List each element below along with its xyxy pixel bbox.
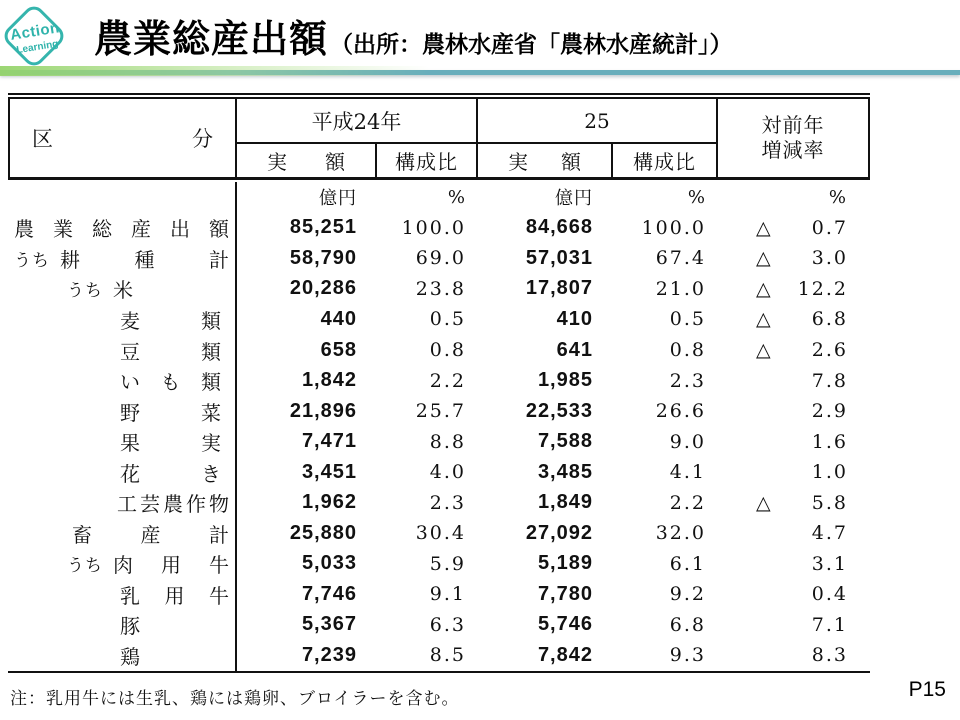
change-rate	[718, 426, 870, 457]
table-row	[8, 518, 870, 549]
row-label-text: 工 芸 農 作 物	[117, 492, 229, 517]
change-value: 2.9	[811, 400, 848, 423]
triangle-decrease-icon: △	[756, 277, 771, 300]
change-rate	[718, 274, 870, 305]
header-amount-h24: 実 額	[237, 144, 377, 177]
ratio-h24: 30.4	[415, 522, 466, 545]
amount-h24: 1,842	[301, 369, 357, 392]
amount-h25: 22,533	[525, 399, 593, 422]
unit-amount-h25: 億円	[555, 188, 593, 210]
ratio-h24: 0.5	[429, 308, 466, 331]
amount-h24: 58,790	[289, 246, 357, 269]
change-value: 5.8	[811, 491, 848, 514]
unit-ratio-h24: %	[447, 186, 466, 208]
amount-h24: 20,286	[289, 277, 357, 300]
change-value: 7.8	[811, 369, 848, 392]
table-row	[8, 396, 870, 427]
ratio-h25: 4.1	[669, 461, 706, 484]
amount-h24: 5,367	[301, 613, 357, 636]
amount-h25: 410	[556, 307, 593, 330]
change-rate	[718, 213, 870, 244]
row-label	[8, 365, 237, 396]
change-rate	[718, 243, 870, 274]
row-label-text: 肉 用 牛	[113, 553, 229, 578]
table-row	[8, 549, 870, 580]
table-row	[8, 365, 870, 396]
amount-h25: 27,092	[525, 521, 593, 544]
amount-h25: 5,189	[537, 552, 593, 575]
change-rate	[718, 304, 870, 335]
table-row	[8, 579, 870, 610]
change-value: 8.3	[811, 644, 848, 667]
table-row	[8, 487, 870, 518]
change-rate	[718, 487, 870, 518]
slide-title	[94, 8, 733, 63]
change-rate	[718, 518, 870, 549]
ratio-h25: 6.1	[669, 552, 706, 575]
row-label-prefix: うち	[14, 250, 50, 271]
change-value: 2.6	[811, 339, 848, 361]
unit-row-label	[8, 182, 237, 213]
amount-h25: 7,780	[537, 582, 593, 605]
row-label-text: 耕 種 計	[60, 247, 229, 272]
triangle-decrease-icon: △	[756, 308, 771, 331]
ratio-h25: 32.0	[655, 522, 706, 545]
ratio-h24: 6.3	[429, 613, 466, 636]
page-title-source: （出所：農林水産省「農林水産統計」）	[330, 31, 733, 57]
ratio-h24: 0.8	[429, 339, 466, 361]
table-header	[8, 93, 870, 180]
amount-h24: 440	[320, 307, 357, 330]
table-row	[8, 304, 870, 335]
amount-h24: 85,251	[289, 216, 357, 239]
triangle-decrease-icon: △	[756, 339, 771, 361]
table-row	[8, 610, 870, 641]
ratio-h25: 6.8	[669, 613, 706, 636]
amount-h25: 7,588	[537, 430, 593, 453]
row-label	[8, 243, 237, 274]
change-value: 6.8	[811, 308, 848, 331]
amount-h24: 5,033	[301, 552, 357, 575]
change-value: 3.0	[811, 247, 848, 270]
amount-h25: 1,849	[537, 491, 593, 514]
ratio-h25: 26.6	[655, 400, 706, 423]
ratio-h24: 23.8	[415, 277, 466, 300]
header-kubun: 区 分	[8, 99, 237, 177]
table-row	[8, 457, 870, 488]
ratio-h24: 100.0	[401, 216, 466, 239]
row-label-prefix: うち	[67, 281, 103, 302]
amount-h25: 57,031	[525, 246, 593, 269]
amount-h24: 7,239	[301, 643, 357, 666]
amount-h24: 1,962	[301, 491, 357, 514]
unit-ratio-h25: %	[687, 186, 706, 208]
logo-line2: Learning	[15, 38, 60, 57]
row-label	[8, 518, 237, 549]
ratio-h25: 100.0	[641, 216, 706, 239]
table-row	[8, 335, 870, 366]
header-yoy-change-line2: 増減率	[761, 138, 825, 162]
row-label-text: 豚	[120, 614, 140, 639]
row-label	[8, 335, 237, 366]
change-value: 0.7	[811, 216, 848, 239]
ratio-h24: 8.8	[429, 430, 466, 453]
change-value: 1.0	[811, 461, 848, 484]
table-row	[8, 213, 870, 244]
row-label	[8, 487, 237, 518]
ratio-h25: 9.2	[669, 583, 706, 606]
change-rate	[718, 579, 870, 610]
amount-h25: 7,842	[537, 643, 593, 666]
header-yoy-change-line1: 対前年	[761, 113, 825, 137]
triangle-decrease-icon: △	[756, 247, 771, 270]
ratio-h24: 2.2	[429, 369, 466, 392]
row-label	[8, 549, 237, 580]
row-label-text: 果 実	[120, 431, 221, 456]
footnote: 注：乳用牛には生乳、鶏には鶏卵、ブロイラーを含む。	[10, 689, 460, 709]
row-label-prefix: うち	[67, 556, 103, 577]
row-label	[8, 640, 237, 671]
ratio-h25: 0.5	[669, 308, 706, 331]
page-number: P15	[908, 678, 946, 701]
row-label-text: 乳 用 牛	[120, 583, 229, 608]
ratio-h25: 0.8	[669, 339, 706, 361]
ratio-h25: 2.3	[669, 369, 706, 392]
amount-h24: 7,746	[301, 582, 357, 605]
amount-h25: 1,985	[537, 369, 593, 392]
ratio-h25: 9.3	[669, 644, 706, 667]
triangle-decrease-icon: △	[756, 491, 771, 514]
table-row	[8, 426, 870, 457]
change-rate	[718, 640, 870, 671]
change-rate	[718, 335, 870, 366]
ratio-h24: 25.7	[415, 400, 466, 423]
table-row	[8, 243, 870, 274]
change-value: 7.1	[811, 613, 848, 636]
change-value: 4.7	[811, 522, 848, 545]
page-title: 農業総産出額	[94, 19, 329, 61]
change-rate	[718, 365, 870, 396]
row-label-text: 野 菜	[120, 400, 221, 425]
header-year25: 25	[478, 99, 718, 144]
row-label	[8, 274, 237, 305]
row-label-text: 鶏	[120, 644, 140, 669]
divider-green-gradient-bar	[0, 66, 430, 76]
triangle-decrease-icon: △	[756, 216, 771, 239]
row-label	[8, 610, 237, 641]
change-value: 1.6	[811, 430, 848, 453]
change-rate	[718, 610, 870, 641]
unit-amount-h24: 億円	[319, 188, 357, 210]
ratio-h25: 67.4	[655, 247, 706, 270]
change-value: 0.4	[811, 583, 848, 606]
amount-h25: 17,807	[525, 277, 593, 300]
table-row	[8, 274, 870, 305]
row-label-text: 農 業 総 産 出 額	[14, 217, 229, 242]
change-rate	[718, 549, 870, 580]
header-ratio-h25: 構成比	[613, 144, 718, 177]
ratio-h25: 2.2	[669, 491, 706, 514]
header-ratio-h24: 構成比	[377, 144, 478, 177]
ratio-h24: 9.1	[429, 583, 466, 606]
logo-line1: Action	[9, 19, 61, 44]
amount-h24: 25,880	[289, 521, 357, 544]
amount-h24: 7,471	[301, 430, 357, 453]
table-row	[8, 640, 870, 671]
amount-h24: 21,896	[289, 399, 357, 422]
row-label-text: 豆 類	[120, 339, 221, 364]
change-rate	[718, 396, 870, 427]
change-value: 3.1	[811, 552, 848, 575]
row-label-text: 花 き	[120, 461, 221, 486]
row-label-text: 麦 類	[120, 308, 221, 333]
amount-h25: 5,746	[537, 613, 593, 636]
ratio-h25: 21.0	[655, 277, 706, 300]
header-amount-h25: 実 額	[478, 144, 613, 177]
ratio-h24: 4.0	[429, 461, 466, 484]
row-label	[8, 304, 237, 335]
header-heisei24: 平成24年	[237, 99, 478, 144]
row-label	[8, 457, 237, 488]
unit-change-percent: %	[828, 186, 848, 208]
ratio-h24: 8.5	[429, 644, 466, 667]
unit-row	[8, 182, 870, 213]
amount-h24: 658	[320, 338, 357, 361]
change-rate	[718, 457, 870, 488]
unit-change	[718, 182, 870, 213]
ratio-h25: 9.0	[669, 430, 706, 453]
header-yoy-change	[718, 99, 870, 177]
amount-h25: 3,485	[537, 460, 593, 483]
amount-h24: 3,451	[301, 460, 357, 483]
row-label-text: 畜 産 計	[72, 522, 229, 547]
amount-h25: 84,668	[525, 216, 593, 239]
action-learning-logo	[1, 3, 81, 73]
change-value: 12.2	[797, 277, 848, 300]
row-label	[8, 426, 237, 457]
amount-h25: 641	[556, 338, 593, 361]
row-label-text: い も 類	[120, 370, 221, 395]
ratio-h24: 69.0	[415, 247, 466, 270]
ratio-h24: 2.3	[429, 491, 466, 514]
row-label-text: 米	[113, 278, 133, 303]
row-label	[8, 396, 237, 427]
row-label	[8, 213, 237, 244]
table-body	[8, 182, 870, 673]
row-label	[8, 579, 237, 610]
ratio-h24: 5.9	[429, 552, 466, 575]
